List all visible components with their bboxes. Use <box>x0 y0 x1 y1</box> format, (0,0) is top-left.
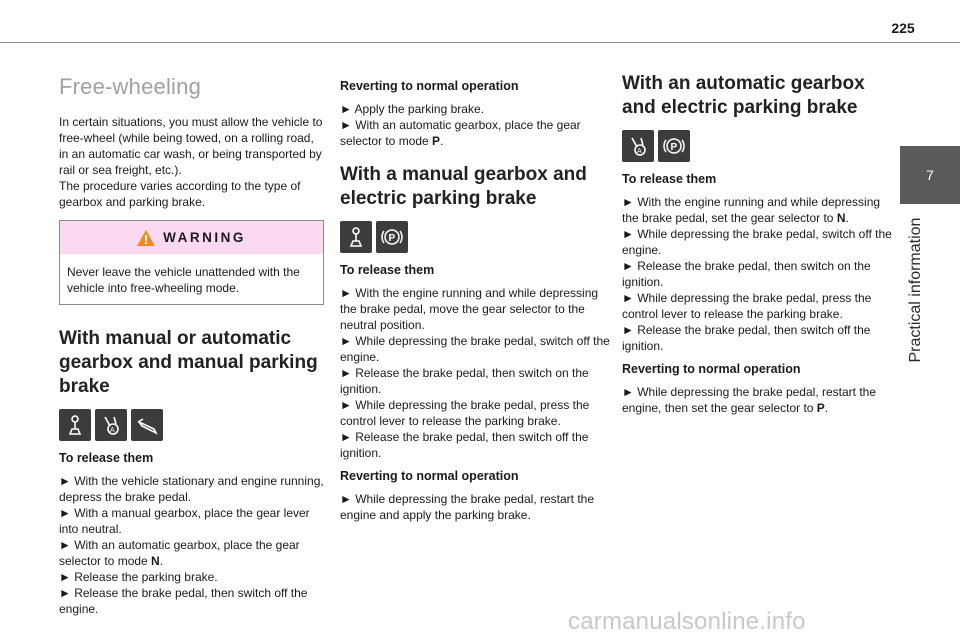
step-4: ► While depressing the brake pedal, press the control lever to release the parking brake. <box>340 398 590 428</box>
revert-steps <box>340 101 610 149</box>
release-heading-3: To release them <box>622 172 717 186</box>
watermark-text: carmanualsonline.info <box>568 608 806 635</box>
column-1 <box>59 68 324 625</box>
step-5: ► Release the brake pedal, then switch off the engine. <box>59 586 308 616</box>
revert-step-2: ► With an automatic gearbox, place the gear selector to mode P. <box>340 118 581 148</box>
manual-gearbox-icon <box>59 409 91 441</box>
release-steps-2 <box>340 285 610 461</box>
step-3: ► Release the brake pedal, then switch on the ignition. <box>622 259 871 289</box>
svg-text:A: A <box>637 148 642 155</box>
release-heading-2: To release them <box>340 263 435 277</box>
release-heading: To release them <box>59 451 154 465</box>
revert-step-1: ► Apply the parking brake. <box>340 102 484 116</box>
section-title-auto-electric: With an automatic gearbox and electric parking brake <box>622 73 865 118</box>
section-title-manual-or-auto: With manual or automatic gearbox and manual parking brake <box>59 328 318 397</box>
step-2: ► While depressing the brake pedal, switch off the engine. <box>622 227 892 257</box>
manual-parking-brake-icon <box>131 409 163 441</box>
warning-label: WARNING <box>163 230 246 245</box>
column-2 <box>340 75 610 531</box>
step-5: ► Release the brake pedal, then switch off the ignition. <box>622 323 871 353</box>
svg-text:P: P <box>670 142 678 153</box>
revert-heading: Reverting to normal operation <box>340 79 519 93</box>
step-3: ► Release the brake pedal, then switch on the ignition. <box>340 366 589 396</box>
step-1: ► With the vehicle stationary and engine running, depress the brake pedal. <box>59 474 324 504</box>
revert-text-2: ► While depressing the brake pedal, restart the engine and apply the parking brake. <box>340 492 595 522</box>
warning-box <box>59 220 324 305</box>
release-steps <box>59 473 324 617</box>
step-4: ► Release the parking brake. <box>59 570 218 584</box>
icon-row-2 <box>340 221 610 253</box>
step-2: ► While depressing the brake pedal, switch off the engine. <box>340 334 610 364</box>
icon-row-3 <box>622 130 892 162</box>
svg-text:P: P <box>388 233 396 244</box>
electric-parking-brake-icon <box>658 130 690 162</box>
release-steps-3 <box>622 194 892 354</box>
automatic-gearbox-icon <box>95 409 127 441</box>
svg-text:A: A <box>110 427 115 434</box>
step-3: ► With an automatic gearbox, place the gear selector to mode N. <box>59 538 300 568</box>
revert-heading-2: Reverting to normal operation <box>340 469 519 483</box>
page-number: 225 <box>891 20 915 36</box>
step-2: ► With a manual gearbox, place the gear lever into neutral. <box>59 506 310 536</box>
chapter-title-container <box>906 210 926 370</box>
icon-row <box>59 409 324 441</box>
page-title: Free-wheeling <box>59 74 202 99</box>
header-divider <box>0 42 960 43</box>
warning-header <box>60 221 323 254</box>
manual-gearbox-icon <box>340 221 372 253</box>
chapter-title: Practical information <box>907 217 924 363</box>
warning-text: Never leave the vehicle unattended with the vehicle into free-wheeling mode. <box>67 265 300 295</box>
step-1: ► With the engine running and while depressing the brake pedal, move the gear selector to the neutral position. <box>340 286 599 332</box>
warning-triangle-icon <box>137 230 155 246</box>
revert-heading-3: Reverting to normal operation <box>622 362 801 376</box>
section-title-manual-electric: With a manual gearbox and electric parking brake <box>340 164 587 209</box>
automatic-gearbox-icon <box>622 130 654 162</box>
revert-text-3: ► While depressing the brake pedal, restart the engine, then set the gear selector to P. <box>622 385 877 415</box>
step-5: ► Release the brake pedal, then switch off the ignition. <box>340 430 589 460</box>
electric-parking-brake-icon <box>376 221 408 253</box>
chapter-tab[interactable]: 7 <box>900 146 960 204</box>
intro-text: In certain situations, you must allow the vehicle to free-wheel (while being towed, on a rolling road, in an automatic car wash, or being transported by rail or sea freight, etc.). <box>59 115 323 177</box>
column-3 <box>622 72 892 424</box>
step-4: ► While depressing the brake pedal, press the control lever to release the parking brake. <box>622 291 872 321</box>
intro-text-2: The procedure varies according to the type of gearbox and parking brake. <box>59 179 301 209</box>
step-1: ► With the engine running and while depressing the brake pedal, set the gear selector to N. <box>622 195 881 225</box>
